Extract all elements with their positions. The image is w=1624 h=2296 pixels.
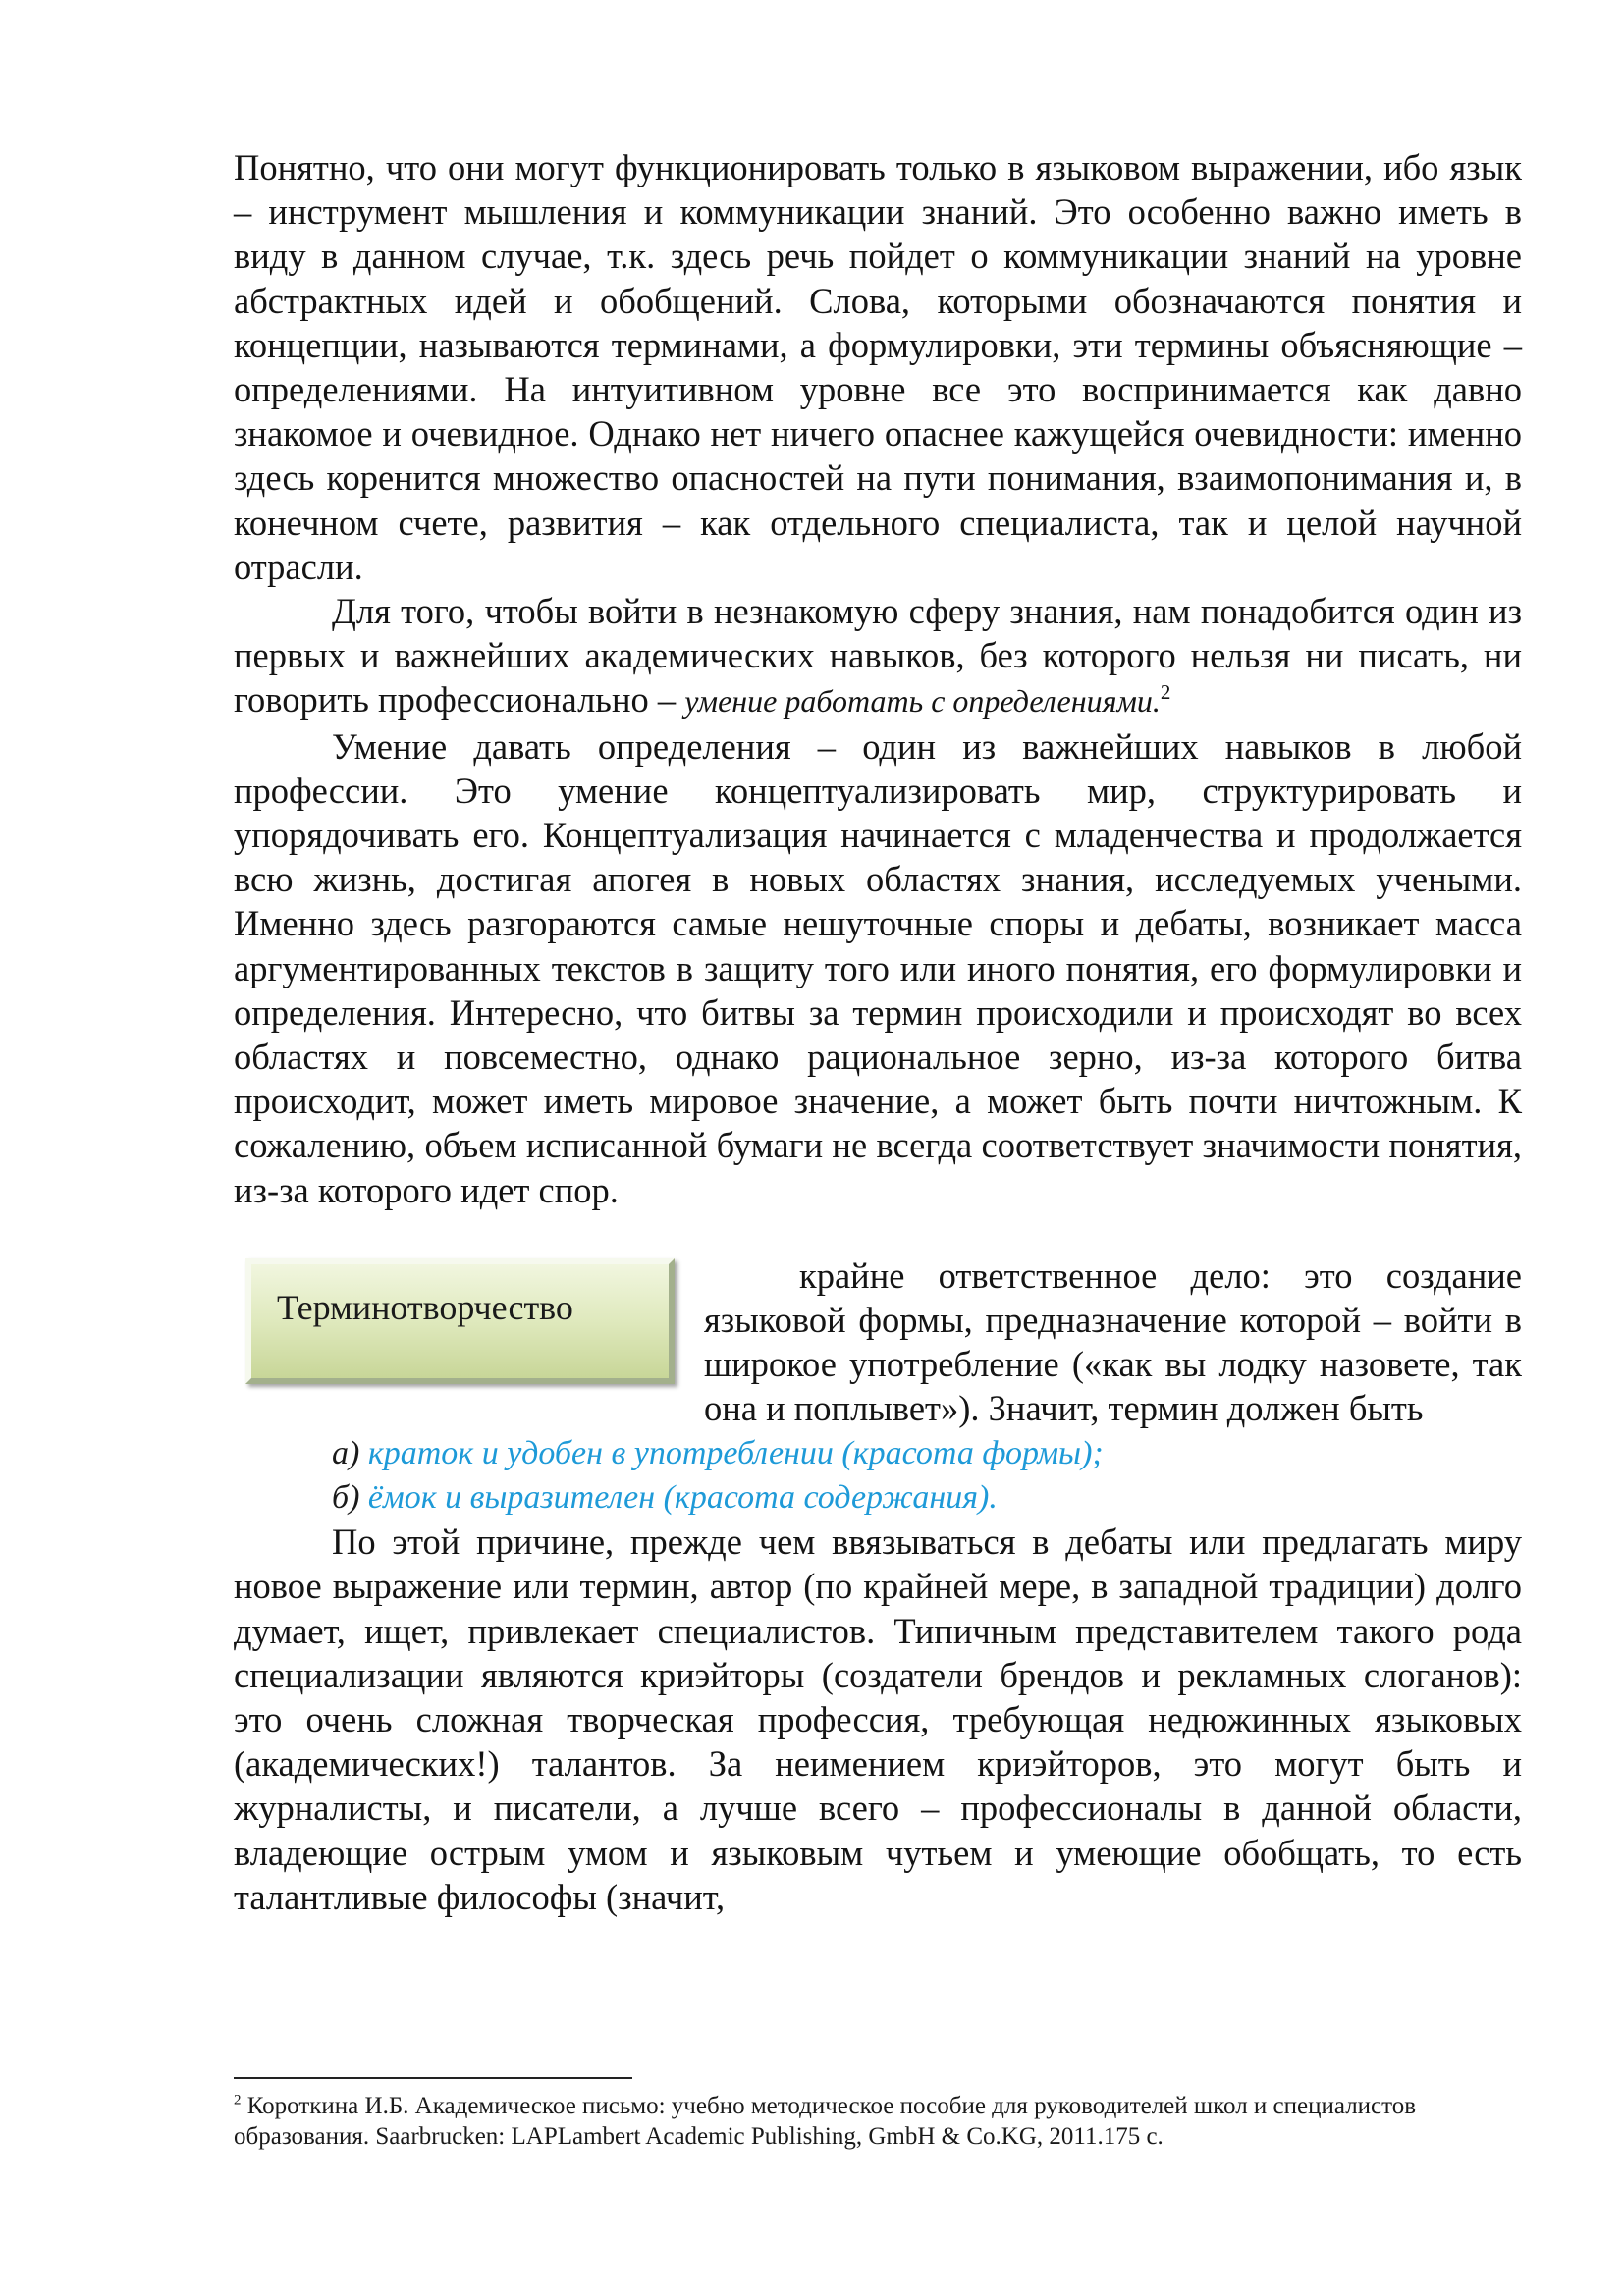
list-item <box>234 1431 1522 1475</box>
paragraph-1: Понятно, что они могут функционировать только в языковом выражении, ибо язык – инструмент мышления и коммуникации знаний. Это особенно важно иметь в виду в данном случае, т.к. здесь речь пойдет о коммуникации знаний на уровне абстрактных идей и обобщений. Слова, которыми обозначаются понятия и концепции, называются терминами, а формулировки, эти термины объясняющие – определениями. На интуитивном уровне все это воспринимается как давно знакомое и очевидное. Однако нет ничего опаснее кажущейся очевидности: именно здесь коренится множество опасностей на пути понимания, взаимопонимания и, в конечном счете, развития – как отдельного специалиста, так и целой научной отрасли. <box>234 147 1522 587</box>
callout-section <box>234 1254 1522 1431</box>
list-item <box>234 1475 1522 1520</box>
paragraph-2 <box>234 589 1522 724</box>
callout-label: Терминотворчество <box>277 1287 573 1327</box>
footnote <box>234 2091 1522 2152</box>
list-marker: а) <box>332 1434 360 1471</box>
paragraph-2-text: Для того, чтобы войти в незнакомую сферу знания, нам понадобится один из первых и важнейших академических навыков, без которого нельзя ни писать, ни говорить профессионально – <box>234 591 1522 721</box>
paragraph-5: По этой причине, прежде чем ввязываться в дебаты или предлагать миру новое выражение или термин, автор (по крайней мере, в западной традиции) долго думает, ищет, привлекает специалистов. Типичным представителем такого рода специализации являются криэйторы (создатели брендов и рекламных слоганов): это очень сложная творческая профессия, требующая недюжинных языковых (академических!) талантов. За неимением криэйторов, это могут быть и журналисты, и писатели, а лучше всего – профессионалы в данной области, владеющие острым умом и языковым чутьем и умеющие обобщать, то есть талантливые философы (значит, <box>234 1522 1522 1917</box>
paragraph-4-text: крайне ответственное дело: это создание языковой формы, предназначение которой – войти в широкое употребление («как вы лодку назовете, так она и поплывет»). Значит, термин должен быть <box>704 1255 1522 1429</box>
list-text: краток и удобен в употреблении (красота формы); <box>367 1434 1104 1471</box>
paragraph-3: Умение давать определения – один из важнейших навыков в любой профессии. Это умение концептуализировать мир, структурировать и упорядочивать его. Концептуализация начинается с младенчества и продолжается всю жизнь, достигая апогея в новых областях знания, исследуемых учеными. Именно здесь разгораются самые нешуточные споры и дебаты, возникает масса аргументированных текстов в защиту того или иного понятия, его формулировки и определения. Интересно, что битвы за термин происходили и происходят во всех областях и повсеместно, однако рациональное зерно, из-за которого битва происходит, может иметь мировое значение, а может быть почти ничтожным. К сожалению, объем исписанной бумаги не всегда соответствует значимости понятия, из-за которого идет спор. <box>234 725 1522 1210</box>
footnote-reference: 2 <box>1160 680 1171 705</box>
footnote-number: 2 <box>234 2092 242 2109</box>
list-text: ёмок и выразителен (красота содержания). <box>367 1478 998 1516</box>
footnote-divider <box>234 2077 632 2079</box>
skill-emphasis: умение работать с определениями. <box>684 683 1161 720</box>
list-marker: б) <box>332 1478 360 1516</box>
callout-box <box>245 1258 675 1384</box>
main-text <box>234 145 1522 1919</box>
footnote-text: Короткина И.Б. Академическое письмо: учебно методическое пособие для руководителей школ и специалистов образования. Saarbrucken: LAPLambert Academic Publishing, GmbH & Co.KG, 2011.175 с. <box>234 2093 1417 2150</box>
